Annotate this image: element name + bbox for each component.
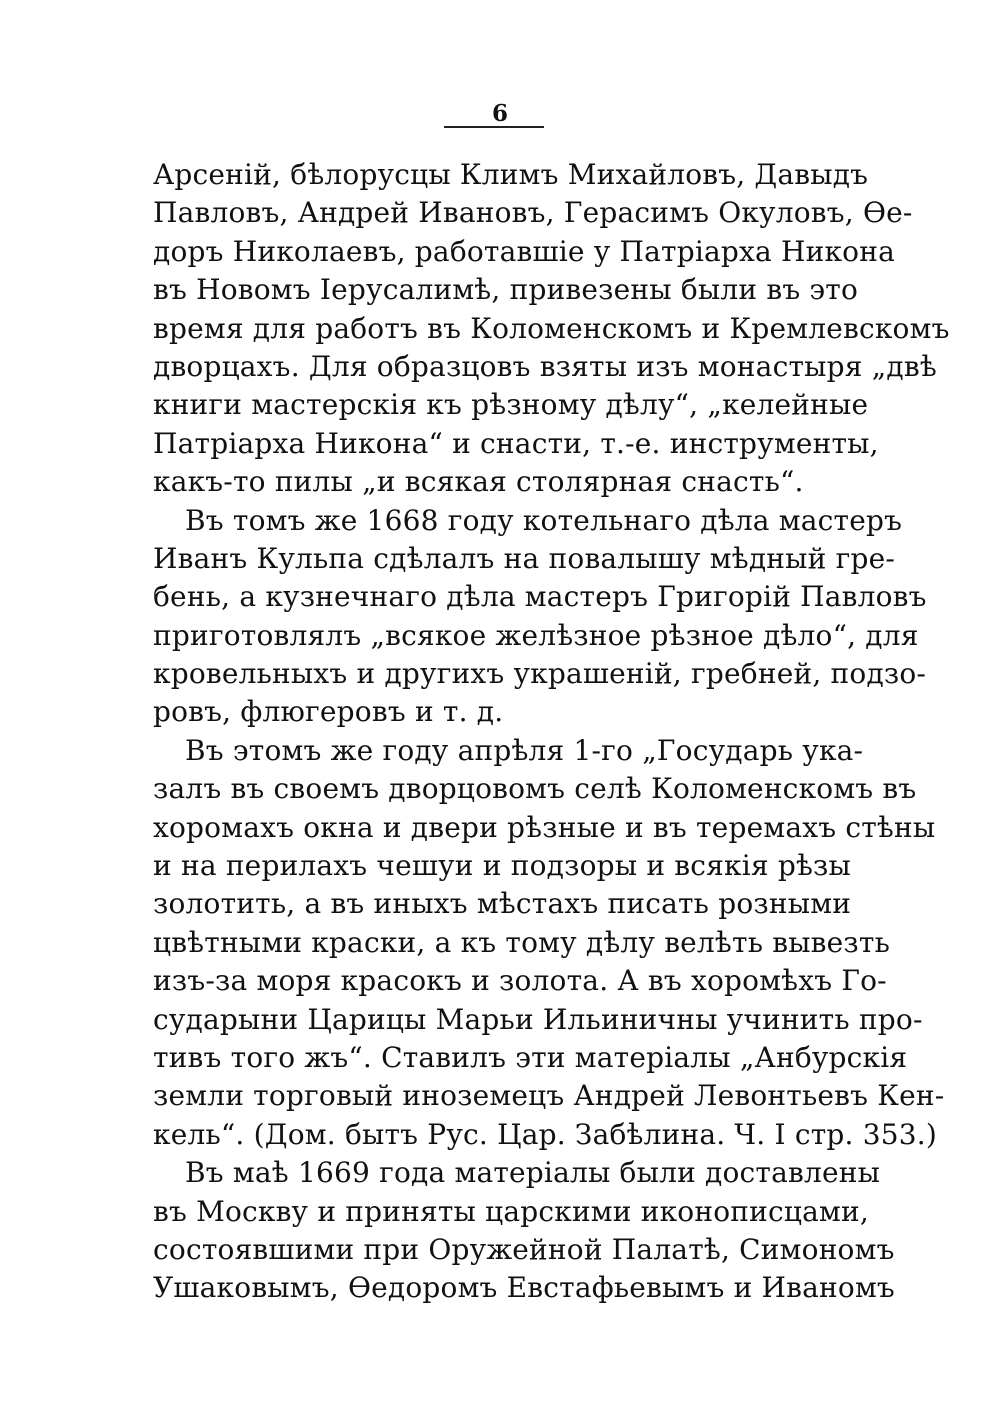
text-line: какъ-то пилы „и всякая столярная снасть“. — [153, 465, 804, 499]
text-line: Патріарха Никона“ и снасти, т.-е. инструменты, — [153, 426, 879, 460]
text-line: Ушаковымъ, Ѳедоромъ Евстафьевымъ и Иваномъ — [153, 1271, 895, 1305]
text-line: въ Москву и приняты царскими иконописцами, — [153, 1194, 869, 1228]
text-line: Арсеній, бѣлорусцы Климъ Михайловъ, Давыдъ — [153, 158, 869, 191]
body-text — [153, 156, 950, 1308]
text-line: залъ въ своемъ дворцовомъ селѣ Коломенскомъ въ — [153, 772, 917, 806]
text-line: въ Новомъ Іерусалимѣ, привезены были въ это — [153, 273, 859, 307]
text-line: книги мастерскія къ рѣзному дѣлу“, „келейные — [153, 388, 869, 422]
text-line: кровельныхъ и другихъ украшеній, гребней, подзо- — [153, 657, 927, 691]
text-line: состоявшими при Оружейной Палатѣ, Симономъ — [153, 1232, 895, 1266]
text-line: Въ маѣ 1669 года матеріалы были доставлены — [185, 1156, 881, 1190]
paragraph — [153, 156, 950, 502]
text-line: Иванъ Кульпа сдѣлалъ на повалышу мѣдный гре- — [153, 541, 896, 575]
text-line: доръ Николаевъ, работавшіе у Патріарха Никона — [153, 234, 895, 268]
text-line: земли торговый иноземецъ Андрей Левонтьевъ Кен- — [153, 1079, 945, 1113]
page-number: 6 — [491, 100, 508, 127]
text-line: изъ-за моря красокъ и золота. А въ хоромѣхъ Го- — [153, 964, 887, 998]
paragraph — [153, 732, 945, 1154]
text-line: Въ этомъ же году апрѣля 1-го „Государь ука- — [185, 733, 864, 767]
text-line: время для работъ въ Коломенскомъ и Кремлевскомъ — [153, 311, 950, 345]
text-line: сударыни Царицы Марьи Ильиничны учинить про- — [153, 1002, 923, 1036]
text-line: тивъ того жъ“. Ставилъ эти матеріалы „Анбурскія — [153, 1040, 908, 1074]
text-line: бень, а кузнечнаго дѣла мастеръ Григорій Павловъ — [153, 580, 927, 614]
text-line: золотить, а въ иныхъ мѣстахъ писать розными — [153, 887, 852, 921]
text-line: кель“. (Дом. бытъ Рус. Цар. Забѣлина. Ч. I стр. 353.) — [153, 1117, 937, 1151]
paragraph — [153, 502, 927, 732]
text-line: цвѣтными краски, а къ тому дѣлу велѣть вывезть — [153, 925, 891, 959]
text-line: дворцахъ. Для образцовъ взяты изъ монастыря „двѣ — [153, 349, 937, 383]
text-line: и на перилахъ чешуи и подзоры и всякія рѣзы — [153, 849, 851, 883]
text-line: хоромахъ окна и двери рѣзные и въ теремахъ стѣны — [153, 810, 936, 844]
header-rule — [444, 126, 544, 128]
text-line: Павловъ, Андрей Ивановъ, Герасимъ Окуловъ, Ѳе- — [153, 196, 913, 230]
text-line: приготовлялъ „всякое желѣзное рѣзное дѣло“, для — [153, 618, 919, 652]
paragraph — [153, 1154, 895, 1308]
text-line: Въ томъ же 1668 году котельнаго дѣла мастеръ — [185, 503, 903, 537]
text-line: ровъ, флюгеровъ и т. д. — [153, 695, 504, 729]
